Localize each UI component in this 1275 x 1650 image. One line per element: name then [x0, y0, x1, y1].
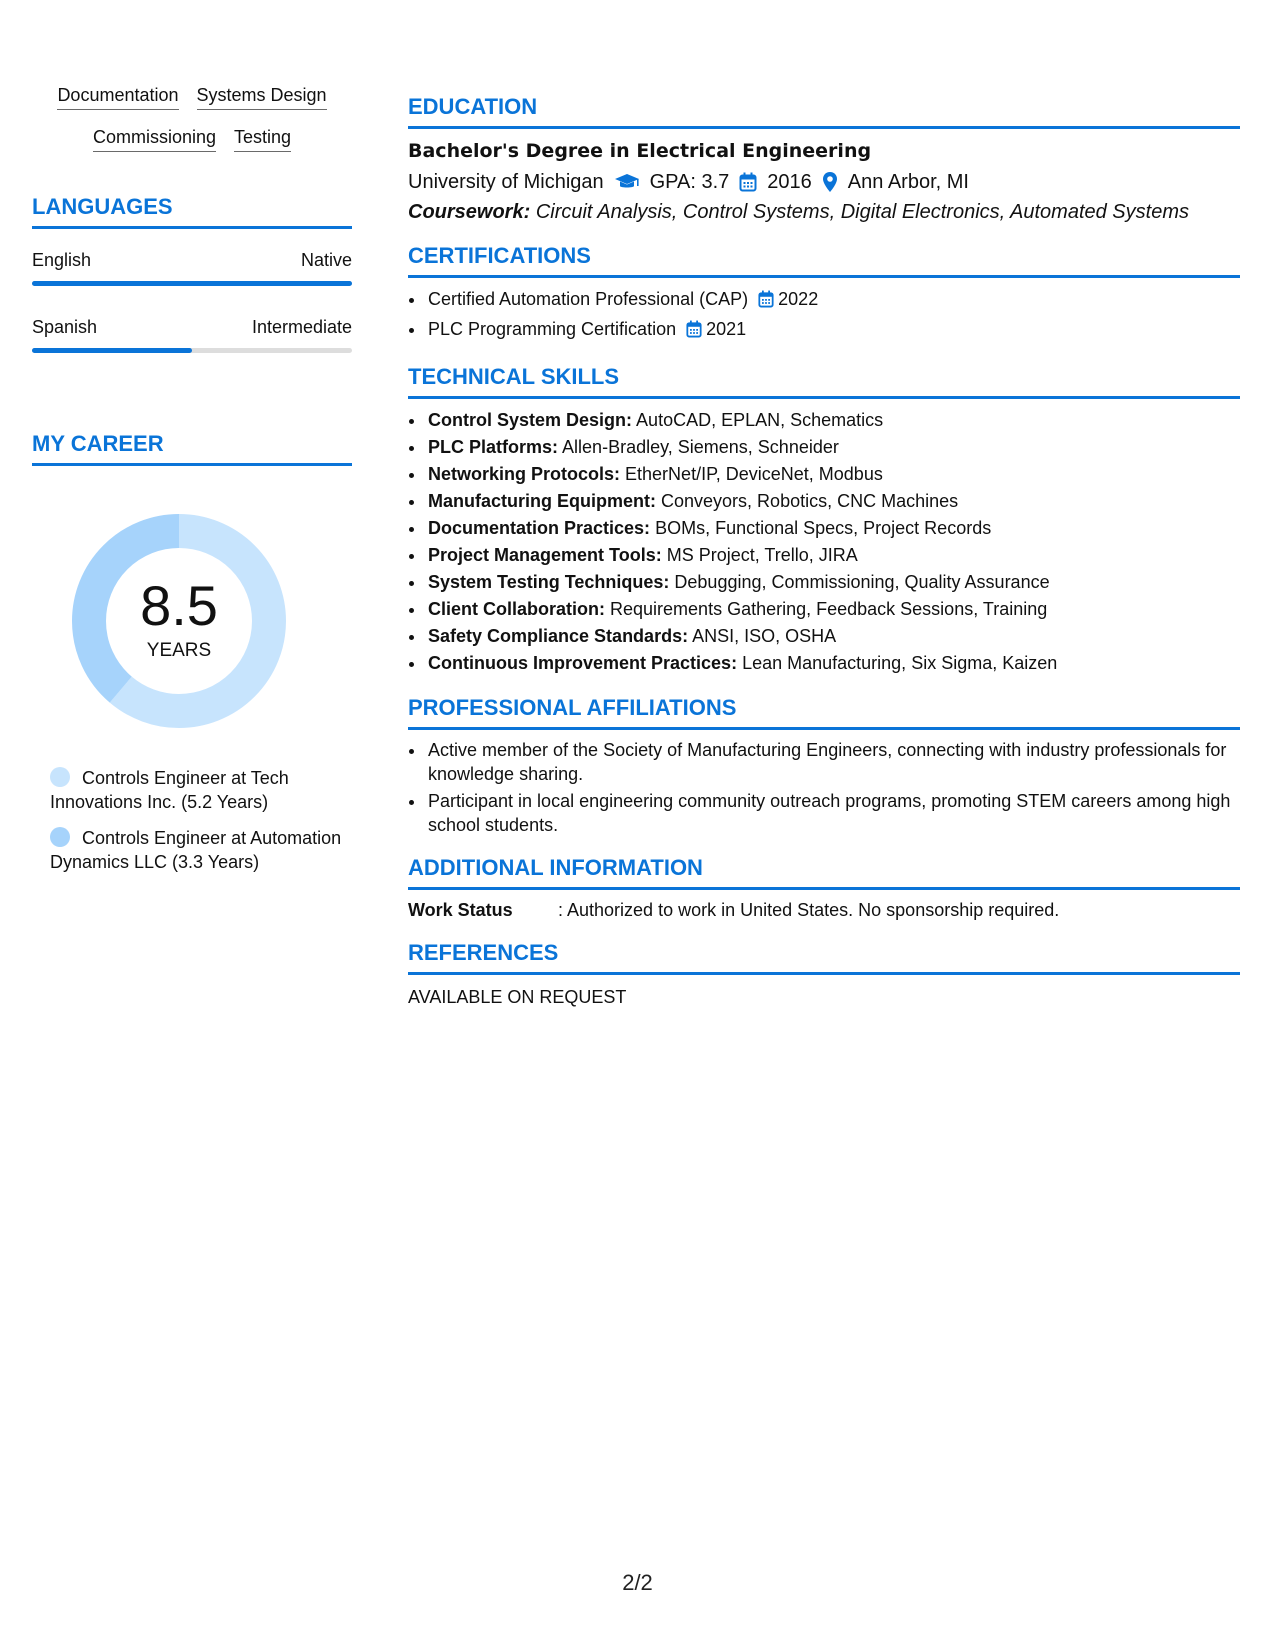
language-name: English: [32, 250, 92, 270]
skill-value: ANSI, ISO, OSHA: [692, 626, 837, 646]
work-status-row: [408, 898, 1240, 922]
language-name: Spanish: [32, 317, 98, 337]
skill-label: Client Collaboration:: [428, 599, 605, 619]
certifications-list: [408, 286, 1240, 346]
skill-value: EtherNet/IP, DeviceNet, Modbus: [625, 464, 883, 484]
career-legend-item: [50, 826, 352, 874]
skill-value: Lean Manufacturing, Six Sigma, Kaizen: [742, 653, 1058, 673]
skill-label: Continuous Improvement Practices:: [428, 653, 738, 673]
education-title: EDUCATION: [408, 94, 1240, 129]
certifications-section: [408, 243, 1240, 346]
graduation-cap-icon: [614, 173, 640, 191]
calendar-icon: [686, 319, 702, 346]
technical-skills-list: [408, 407, 1240, 677]
skill-item: [426, 461, 1240, 488]
education-details: [408, 169, 1240, 195]
skill-item: [426, 488, 1240, 515]
school-name: University of Michigan: [408, 171, 604, 193]
languages-section: [32, 194, 352, 353]
certification-year: 2021: [706, 319, 747, 339]
location-pin-icon: [822, 171, 838, 193]
work-status-value: : Authorized to work in United States. No sponsorship required.: [558, 900, 1060, 920]
skill-item: [426, 596, 1240, 623]
career-title: MY CAREER: [32, 431, 352, 466]
skill-item: [426, 569, 1240, 596]
affiliation-item: • Active member of the Society of Manufacturing Engineers, connecting with industry professionals for knowledge sharing.: [426, 738, 1240, 786]
skill-label: PLC Platforms:: [428, 437, 559, 457]
skill-value: BOMs, Functional Specs, Project Records: [655, 518, 992, 538]
references-text: AVAILABLE ON REQUEST: [408, 987, 627, 1007]
skill-value: AutoCAD, EPLAN, Schematics: [636, 410, 884, 430]
languages-title: LANGUAGES: [32, 194, 352, 229]
skill-item: [426, 434, 1240, 461]
language-level: Native: [300, 250, 352, 270]
legend-label: Controls Engineer at Automation Dynamics LLC (3.3 Years): [50, 828, 342, 872]
skill-item: [426, 650, 1240, 677]
calendar-icon: [758, 289, 774, 316]
education-section: [408, 94, 1240, 225]
coursework-label: Coursework:: [408, 201, 531, 223]
certifications-title: CERTIFICATIONS: [408, 243, 1240, 278]
career-legend-item: [50, 766, 352, 814]
additional-info-title: ADDITIONAL INFORMATION: [408, 855, 1240, 890]
calendar-icon: [739, 172, 757, 192]
affiliations-list: [408, 738, 1240, 837]
right-column: [408, 94, 1240, 1027]
technical-skills-section: [408, 364, 1240, 677]
school-location: Ann Arbor, MI: [847, 171, 969, 193]
page-number: 2/2: [622, 1570, 653, 1595]
skill-value: Debugging, Commissioning, Quality Assurance: [674, 572, 1050, 592]
skill-label: Control System Design:: [428, 410, 633, 430]
work-status-label: Work Status: [408, 900, 513, 920]
coursework-list: Circuit Analysis, Control Systems, Digital Electronics, Automated Systems: [535, 201, 1189, 223]
skill-label: System Testing Techniques:: [428, 572, 670, 592]
language-proficiency-bar: [32, 348, 352, 353]
affiliations-section: [408, 695, 1240, 837]
skill-tag: Systems Design: [197, 84, 327, 110]
certification-name: PLC Programming Certification: [428, 319, 677, 339]
skill-tag: Testing: [234, 126, 291, 152]
graduation-year: 2016: [767, 171, 812, 193]
career-years-unit: YEARS: [146, 640, 212, 661]
career-section: [32, 431, 352, 874]
skill-label: Project Management Tools:: [428, 545, 662, 565]
legend-label: Controls Engineer at Tech Innovations Inc. (5.2 Years): [50, 768, 289, 812]
language-proficiency-fill: [32, 348, 192, 353]
references-section: [408, 940, 1240, 1009]
coursework: [408, 199, 1240, 225]
skill-item: [426, 623, 1240, 650]
language-proficiency-fill: [32, 281, 352, 286]
language-proficiency-bar: [32, 281, 352, 286]
skill-label: Safety Compliance Standards:: [428, 626, 689, 646]
certification-year: 2022: [778, 289, 819, 309]
legend-dot: [50, 827, 70, 847]
career-donut-chart: [64, 506, 294, 736]
certification-item: [426, 286, 1240, 316]
career-legend: [32, 766, 352, 874]
gpa: GPA: 3.7: [649, 171, 730, 193]
career-total-years: 8.5: [140, 574, 218, 637]
skill-value: Requirements Gathering, Feedback Sessions, Training: [610, 599, 1048, 619]
skill-label: Networking Protocols:: [428, 464, 621, 484]
additional-info-section: [408, 855, 1240, 922]
language-item: [32, 316, 352, 353]
affiliations-title: PROFESSIONAL AFFILIATIONS: [408, 695, 1240, 730]
skill-tags: [32, 84, 352, 152]
left-column: [32, 84, 352, 886]
certification-item: [426, 316, 1240, 346]
technical-skills-title: TECHNICAL SKILLS: [408, 364, 1240, 399]
skill-item: [426, 407, 1240, 434]
skill-value: Conveyors, Robotics, CNC Machines: [661, 491, 959, 511]
certification-name: Certified Automation Professional (CAP): [428, 289, 749, 309]
legend-dot: [50, 767, 70, 787]
skill-item: [426, 515, 1240, 542]
language-level: Intermediate: [251, 317, 352, 337]
skill-label: Documentation Practices:: [428, 518, 651, 538]
skill-tag: Documentation: [57, 84, 178, 110]
language-item: [32, 249, 352, 286]
degree-name: Bachelor's Degree in Electrical Engineering: [408, 140, 872, 162]
skill-item: [426, 542, 1240, 569]
affiliation-item: • Participant in local engineering community outreach programs, promoting STEM careers among high school students.: [426, 789, 1240, 837]
skill-value: Allen-Bradley, Siemens, Schneider: [562, 437, 839, 457]
skill-value: MS Project, Trello, JIRA: [666, 545, 858, 565]
skill-label: Manufacturing Equipment:: [428, 491, 656, 511]
skill-tag: Commissioning: [93, 126, 216, 152]
references-title: REFERENCES: [408, 940, 1240, 975]
